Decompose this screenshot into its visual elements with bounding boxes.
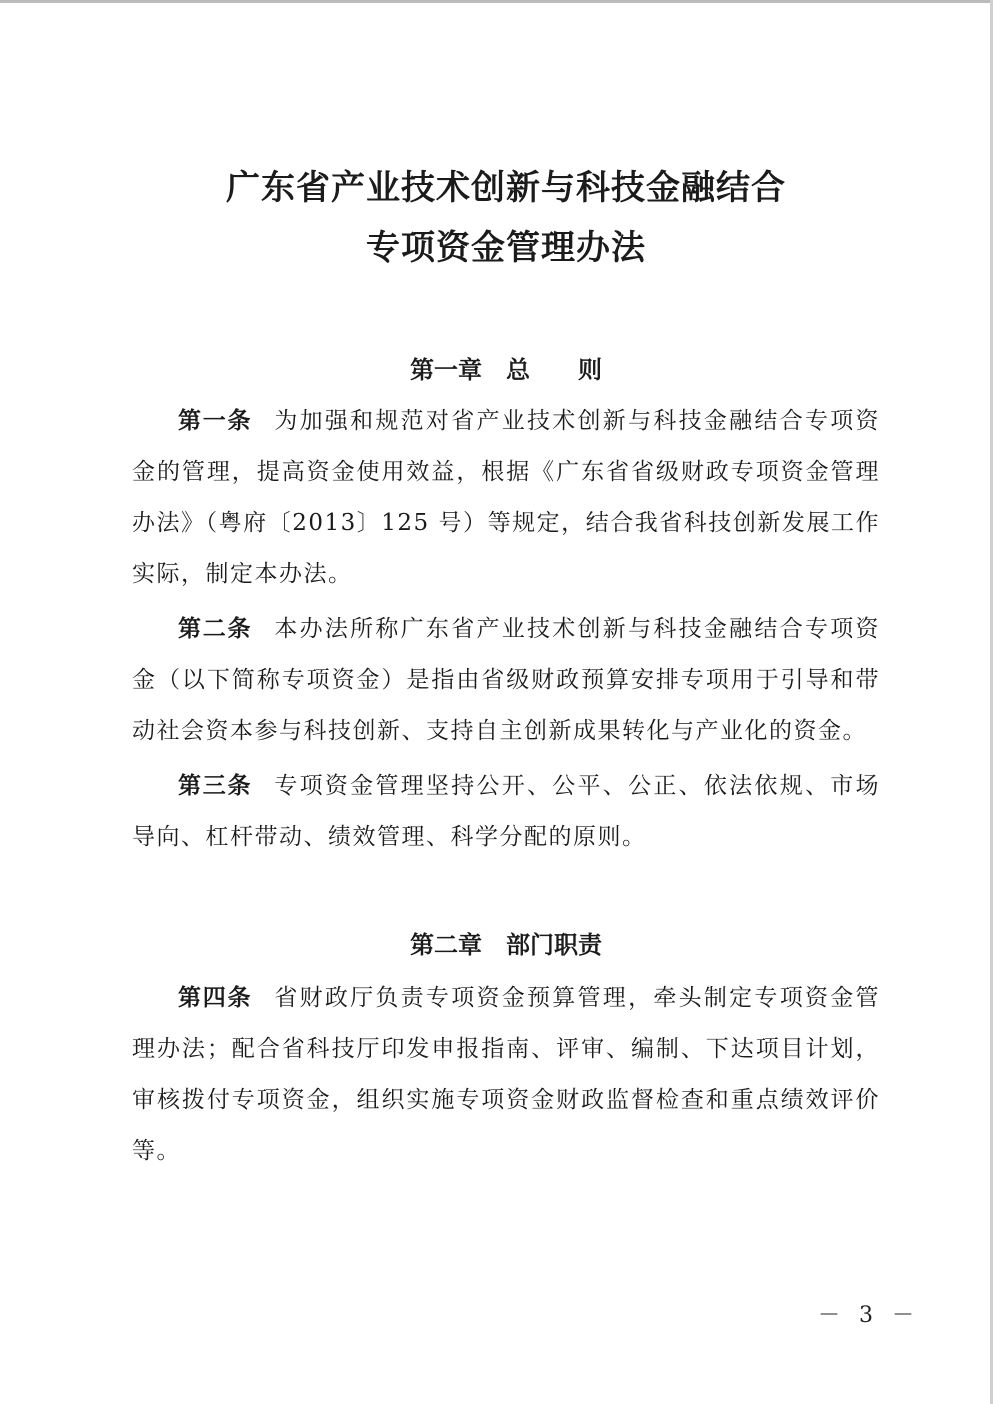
article-4	[132, 973, 880, 1177]
article-3-label: 第三条	[178, 773, 253, 799]
title-line-1: 广东省产业技术创新与科技金融结合	[226, 168, 786, 208]
title-line-2: 专项资金管理办法	[366, 228, 646, 268]
chapter-1-heading: 第一章 总 则	[410, 356, 602, 384]
article-4-text: 省财政厅负责专项资金预算管理，牵头制定专项资金管理办法；配合省科技厅印发申报指南、评审、编制、下达项目计划，审核拨付专项资金，组织实施专项资金财政监督检查和重点绩效评价等。	[132, 985, 881, 1164]
article-1-label: 第一条	[178, 408, 253, 434]
article-1	[132, 396, 880, 600]
article-2-label: 第二条	[178, 616, 253, 642]
document-title	[132, 158, 880, 278]
article-3	[132, 761, 880, 863]
article-2	[132, 604, 880, 757]
article-2-text: 本办法所称广东省产业技术创新与科技金融结合专项资金（以下简称专项资金）是指由省级财政预算安排专项用于引导和带动社会资本参与科技创新、支持自主创新成果转化与产业化的资金。	[132, 616, 881, 744]
page-number: － 3 －	[818, 1303, 920, 1328]
chapter-2-heading: 第二章 部门职责	[410, 931, 602, 959]
article-4-label: 第四条	[178, 985, 253, 1011]
scan-edge-top	[0, 0, 993, 3]
article-1-text: 为加强和规范对省产业技术创新与科技金融结合专项资金的管理，提高资金使用效益，根据《广东省省级财政专项资金管理办法》（粤府〔2013〕125 号）等规定，结合我省科技创新发展工作实际，制定本办法。	[132, 408, 881, 587]
article-3-text: 专项资金管理坚持公开、公平、公正、依法依规、市场导向、杠杆带动、绩效管理、科学分配的原则。	[132, 773, 881, 850]
document-page	[132, 158, 880, 1177]
